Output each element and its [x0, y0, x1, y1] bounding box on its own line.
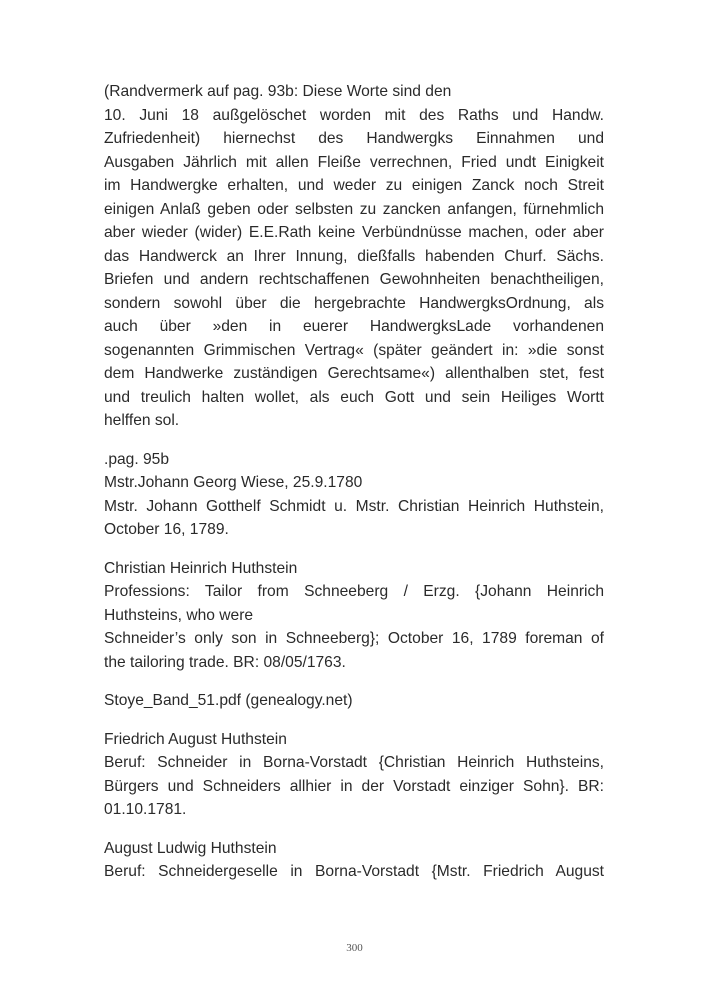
- text-line: October 16, 1789.: [104, 521, 229, 538]
- text-line: 01.10.1781.: [104, 801, 187, 818]
- text-line: Mstr. Johann Gotthelf Schmidt u. Mstr. Christian Heinrich Huthstein,: [104, 497, 604, 515]
- text-line: Zufriedenheit) hiernechst des Handwergks Einnahmen und: [104, 130, 604, 147]
- text-line: 10. Juni 18 außgelöschet worden mit des Raths und Handw.: [104, 106, 604, 124]
- text-line: Professions: Tailor from Schneeberg / Erzg. {Johann Heinrich: [104, 583, 604, 600]
- text-line: dem Handwerke zuständigen Gerechtsame«) allenthalben stet, fest: [104, 365, 604, 382]
- text-line: und treulich halten wollet, als euch Gott und sein Heiliges Wortt: [104, 388, 604, 406]
- text-line: einigen Anlaß geben oder selbsten zu zancken anfangen, fürnehmlich: [104, 200, 604, 218]
- paragraph-oath-text: [104, 80, 604, 433]
- text-line: sondern sowohl über die hergebrachte HandwergksOrdnung, als: [104, 294, 604, 312]
- document-body: [104, 80, 604, 899]
- text-line: auch über »den in euerer HandwergksLade vorhandenen: [104, 318, 604, 335]
- text-line: (Randvermerk auf pag. 93b: Diese Worte sind den: [104, 83, 452, 100]
- paragraph-august-ludwig-huthstein: [104, 837, 604, 884]
- text-line: .pag. 95b: [104, 450, 170, 468]
- text-line: Mstr.Johann Georg Wiese, 25.9.1780: [104, 474, 363, 491]
- text-line: Schneider’s only son in Schneeberg}; October 16, 1789 foreman of: [104, 630, 604, 647]
- text-line: the tailoring trade. BR: 08/05/1763.: [104, 653, 346, 671]
- text-line: Beruf: Schneider in Borna-Vorstadt {Christian Heinrich Huthsteins,: [104, 754, 604, 771]
- paragraph-source-reference: [104, 689, 604, 713]
- text-line: Bürgers und Schneiders allhier in der Vorstadt einziger Sohn}. BR:: [104, 777, 604, 795]
- text-line: helffen sol.: [104, 412, 180, 429]
- paragraph-page-reference: [104, 448, 604, 542]
- text-line: aber wieder (wider) E.E.Rath keine Verbündnüsse machen, oder aber: [104, 224, 604, 241]
- entry-heading: Friedrich August Huthstein: [104, 730, 287, 748]
- text-line: Huthsteins, who were: [104, 606, 254, 624]
- source-line: Stoye_Band_51.pdf (genealogy.net): [104, 692, 353, 709]
- paragraph-friedrich-august-huthstein: [104, 728, 604, 822]
- text-line: Ausgaben Jährlich mit allen Fleiße verrechnen, Fried undt Einigkeit: [104, 153, 604, 171]
- text-line: Beruf: Schneidergeselle in Borna-Vorstadt {Mstr. Friedrich August: [104, 863, 604, 880]
- paragraph-christian-heinrich-huthstein: [104, 557, 604, 675]
- text-line: im Handwergke erhalten, und weder zu einigen Zanck noch Streit: [104, 177, 604, 194]
- entry-heading: Christian Heinrich Huthstein: [104, 559, 298, 577]
- text-line: das Handwerck an Ihrer Innung, dießfalls habenden Churf. Sächs.: [104, 247, 604, 265]
- page-number: 300: [346, 942, 363, 954]
- text-line: Briefen und andern rechtschaffenen Gewohnheiten benachtheiligen,: [104, 271, 604, 288]
- entry-heading: August Ludwig Huthstein: [104, 839, 277, 857]
- text-line: sogenannten Grimmischen Vertrag« (später geändert in: »die sonst: [104, 341, 604, 359]
